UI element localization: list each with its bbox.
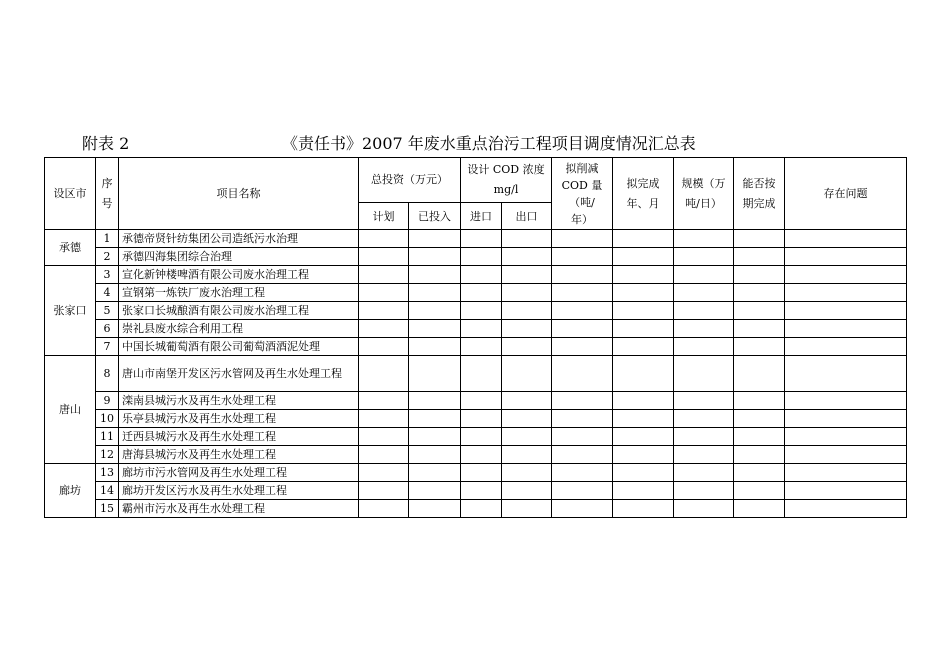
empty-cell: [734, 410, 785, 428]
seq-cell: 9: [96, 392, 119, 410]
empty-cell: [461, 320, 502, 338]
empty-cell: [359, 428, 409, 446]
empty-cell: [734, 320, 785, 338]
project-name-cell: 滦南县城污水及再生水处理工程: [119, 392, 359, 410]
table-row: [45, 428, 907, 446]
title-row: [0, 131, 950, 155]
city-cell: 张家口: [45, 266, 96, 356]
empty-cell: [674, 464, 734, 482]
empty-cell: [552, 248, 613, 266]
empty-cell: [785, 230, 907, 248]
empty-cell: [613, 266, 674, 284]
city-cell: 唐山: [45, 356, 96, 464]
empty-cell: [552, 230, 613, 248]
seq-cell: 1: [96, 230, 119, 248]
empty-cell: [734, 338, 785, 356]
empty-cell: [502, 266, 552, 284]
empty-cell: [409, 500, 461, 518]
empty-cell: [613, 284, 674, 302]
header-city: 设区市: [45, 158, 96, 230]
empty-cell: [734, 446, 785, 464]
project-name-cell: 中国长城葡萄酒有限公司葡萄酒酒泥处理: [119, 338, 359, 356]
empty-cell: [613, 464, 674, 482]
header-seq: 序 号: [96, 158, 119, 230]
table-row: [45, 464, 907, 482]
seq-cell: 14: [96, 482, 119, 500]
empty-cell: [785, 248, 907, 266]
header-invest-plan: 计划: [359, 203, 409, 230]
empty-cell: [409, 266, 461, 284]
empty-cell: [409, 284, 461, 302]
seq-cell: 5: [96, 302, 119, 320]
empty-cell: [552, 482, 613, 500]
empty-cell: [674, 356, 734, 392]
seq-cell: 4: [96, 284, 119, 302]
table-row: [45, 320, 907, 338]
project-name-cell: 唐海县城污水及再生水处理工程: [119, 446, 359, 464]
empty-cell: [359, 482, 409, 500]
empty-cell: [359, 248, 409, 266]
empty-cell: [461, 230, 502, 248]
empty-cell: [734, 428, 785, 446]
empty-cell: [502, 464, 552, 482]
empty-cell: [734, 500, 785, 518]
project-name-cell: 唐山市南堡开发区污水管网及再生水处理工程: [119, 356, 359, 392]
empty-cell: [613, 320, 674, 338]
seq-cell: 12: [96, 446, 119, 464]
empty-cell: [359, 356, 409, 392]
empty-cell: [461, 392, 502, 410]
header-invest-done: 已投入: [409, 203, 461, 230]
empty-cell: [502, 410, 552, 428]
empty-cell: [613, 356, 674, 392]
empty-cell: [461, 500, 502, 518]
empty-cell: [502, 284, 552, 302]
empty-cell: [461, 302, 502, 320]
city-cell: 廊坊: [45, 464, 96, 518]
empty-cell: [674, 302, 734, 320]
appendix-label: 附表 2: [82, 134, 130, 153]
seq-cell: 2: [96, 248, 119, 266]
seq-cell: 15: [96, 500, 119, 518]
empty-cell: [409, 464, 461, 482]
empty-cell: [461, 338, 502, 356]
empty-cell: [785, 482, 907, 500]
header-investment: 总投资（万元）: [359, 158, 461, 203]
empty-cell: [409, 230, 461, 248]
empty-cell: [552, 356, 613, 392]
empty-cell: [502, 302, 552, 320]
empty-cell: [552, 446, 613, 464]
project-name-cell: 霸州市污水及再生水处理工程: [119, 500, 359, 518]
project-name-cell: 承德帝贤针纺集团公司造纸污水治理: [119, 230, 359, 248]
seq-cell: 11: [96, 428, 119, 446]
empty-cell: [502, 338, 552, 356]
empty-cell: [785, 500, 907, 518]
header-cod-out: 出口: [502, 203, 552, 230]
table-body: [45, 158, 907, 518]
empty-cell: [409, 392, 461, 410]
project-name-cell: 张家口长城酿酒有限公司废水治理工程: [119, 302, 359, 320]
empty-cell: [785, 320, 907, 338]
empty-cell: [409, 356, 461, 392]
empty-cell: [785, 302, 907, 320]
empty-cell: [674, 392, 734, 410]
empty-cell: [359, 392, 409, 410]
project-name-cell: 崇礼县废水综合利用工程: [119, 320, 359, 338]
empty-cell: [502, 248, 552, 266]
empty-cell: [734, 392, 785, 410]
header-project: 项目名称: [119, 158, 359, 230]
page-title: 《责任书》2007 年废水重点治污工程项目调度情况汇总表: [282, 134, 696, 153]
empty-cell: [502, 428, 552, 446]
empty-cell: [613, 410, 674, 428]
seq-cell: 6: [96, 320, 119, 338]
empty-cell: [734, 284, 785, 302]
empty-cell: [674, 248, 734, 266]
empty-cell: [359, 338, 409, 356]
empty-cell: [552, 392, 613, 410]
empty-cell: [613, 500, 674, 518]
empty-cell: [502, 446, 552, 464]
empty-cell: [461, 356, 502, 392]
seq-cell: 13: [96, 464, 119, 482]
empty-cell: [613, 482, 674, 500]
empty-cell: [502, 482, 552, 500]
empty-cell: [461, 482, 502, 500]
empty-cell: [359, 320, 409, 338]
empty-cell: [674, 266, 734, 284]
empty-cell: [409, 320, 461, 338]
table-row: [45, 338, 907, 356]
empty-cell: [409, 428, 461, 446]
empty-cell: [359, 266, 409, 284]
empty-cell: [461, 428, 502, 446]
empty-cell: [785, 428, 907, 446]
table-row: [45, 284, 907, 302]
empty-cell: [674, 410, 734, 428]
header-on-time: 能否按 期完成: [734, 158, 785, 230]
empty-cell: [359, 302, 409, 320]
empty-cell: [359, 230, 409, 248]
empty-cell: [359, 410, 409, 428]
empty-cell: [734, 266, 785, 284]
empty-cell: [552, 284, 613, 302]
table-row: [45, 266, 907, 284]
empty-cell: [734, 248, 785, 266]
empty-cell: [734, 356, 785, 392]
table-row: [45, 230, 907, 248]
empty-cell: [785, 356, 907, 392]
empty-cell: [461, 266, 502, 284]
empty-cell: [502, 230, 552, 248]
seq-cell: 7: [96, 338, 119, 356]
project-name-cell: 宣钢第一炼铁厂废水治理工程: [119, 284, 359, 302]
empty-cell: [552, 266, 613, 284]
empty-cell: [734, 230, 785, 248]
table-row: [45, 482, 907, 500]
empty-cell: [409, 338, 461, 356]
empty-cell: [552, 338, 613, 356]
table-row: [45, 356, 907, 392]
empty-cell: [409, 482, 461, 500]
seq-cell: 10: [96, 410, 119, 428]
empty-cell: [552, 302, 613, 320]
seq-cell: 8: [96, 356, 119, 392]
empty-cell: [552, 410, 613, 428]
empty-cell: [461, 410, 502, 428]
empty-cell: [552, 500, 613, 518]
header-cod-in: 进口: [461, 203, 502, 230]
empty-cell: [674, 428, 734, 446]
empty-cell: [461, 446, 502, 464]
empty-cell: [461, 284, 502, 302]
empty-cell: [674, 500, 734, 518]
empty-cell: [674, 446, 734, 464]
summary-table: [44, 157, 907, 518]
empty-cell: [674, 230, 734, 248]
empty-cell: [613, 302, 674, 320]
table-row: [45, 248, 907, 266]
empty-cell: [785, 464, 907, 482]
empty-cell: [674, 320, 734, 338]
empty-cell: [613, 248, 674, 266]
header-cod-reduce: 拟削减 COD 量 （吨/ 年）: [552, 158, 613, 230]
empty-cell: [502, 500, 552, 518]
project-name-cell: 迁西县城污水及再生水处理工程: [119, 428, 359, 446]
empty-cell: [359, 500, 409, 518]
empty-cell: [359, 284, 409, 302]
empty-cell: [613, 392, 674, 410]
empty-cell: [502, 356, 552, 392]
empty-cell: [674, 482, 734, 500]
table-row: [45, 446, 907, 464]
empty-cell: [674, 338, 734, 356]
empty-cell: [613, 446, 674, 464]
header-scale: 规模（万 吨/日）: [674, 158, 734, 230]
header-finish-date: 拟完成 年、月: [613, 158, 674, 230]
empty-cell: [613, 230, 674, 248]
empty-cell: [785, 338, 907, 356]
empty-cell: [785, 446, 907, 464]
empty-cell: [734, 482, 785, 500]
empty-cell: [502, 320, 552, 338]
empty-cell: [613, 338, 674, 356]
empty-cell: [461, 248, 502, 266]
table-row: [45, 500, 907, 518]
project-name-cell: 廊坊开发区污水及再生水处理工程: [119, 482, 359, 500]
empty-cell: [461, 464, 502, 482]
empty-cell: [734, 464, 785, 482]
empty-cell: [409, 410, 461, 428]
empty-cell: [785, 266, 907, 284]
empty-cell: [785, 410, 907, 428]
empty-cell: [613, 428, 674, 446]
empty-cell: [674, 284, 734, 302]
seq-cell: 3: [96, 266, 119, 284]
project-name-cell: 承德四海集团综合治理: [119, 248, 359, 266]
project-name-cell: 宣化新钟楼啤酒有限公司废水治理工程: [119, 266, 359, 284]
project-name-cell: 廊坊市污水管网及再生水处理工程: [119, 464, 359, 482]
empty-cell: [409, 446, 461, 464]
table-row: [45, 410, 907, 428]
city-cell: 承德: [45, 230, 96, 266]
empty-cell: [502, 392, 552, 410]
empty-cell: [359, 446, 409, 464]
empty-cell: [785, 284, 907, 302]
header-cod-design: 设计 COD 浓度 mg/l: [461, 158, 552, 203]
empty-cell: [785, 392, 907, 410]
empty-cell: [409, 248, 461, 266]
empty-cell: [734, 302, 785, 320]
empty-cell: [552, 464, 613, 482]
project-name-cell: 乐亭县城污水及再生水处理工程: [119, 410, 359, 428]
empty-cell: [552, 428, 613, 446]
table-row: [45, 392, 907, 410]
header-row-1: [45, 158, 907, 203]
empty-cell: [552, 320, 613, 338]
empty-cell: [409, 302, 461, 320]
table-row: [45, 302, 907, 320]
empty-cell: [359, 464, 409, 482]
header-issues: 存在问题: [785, 158, 907, 230]
